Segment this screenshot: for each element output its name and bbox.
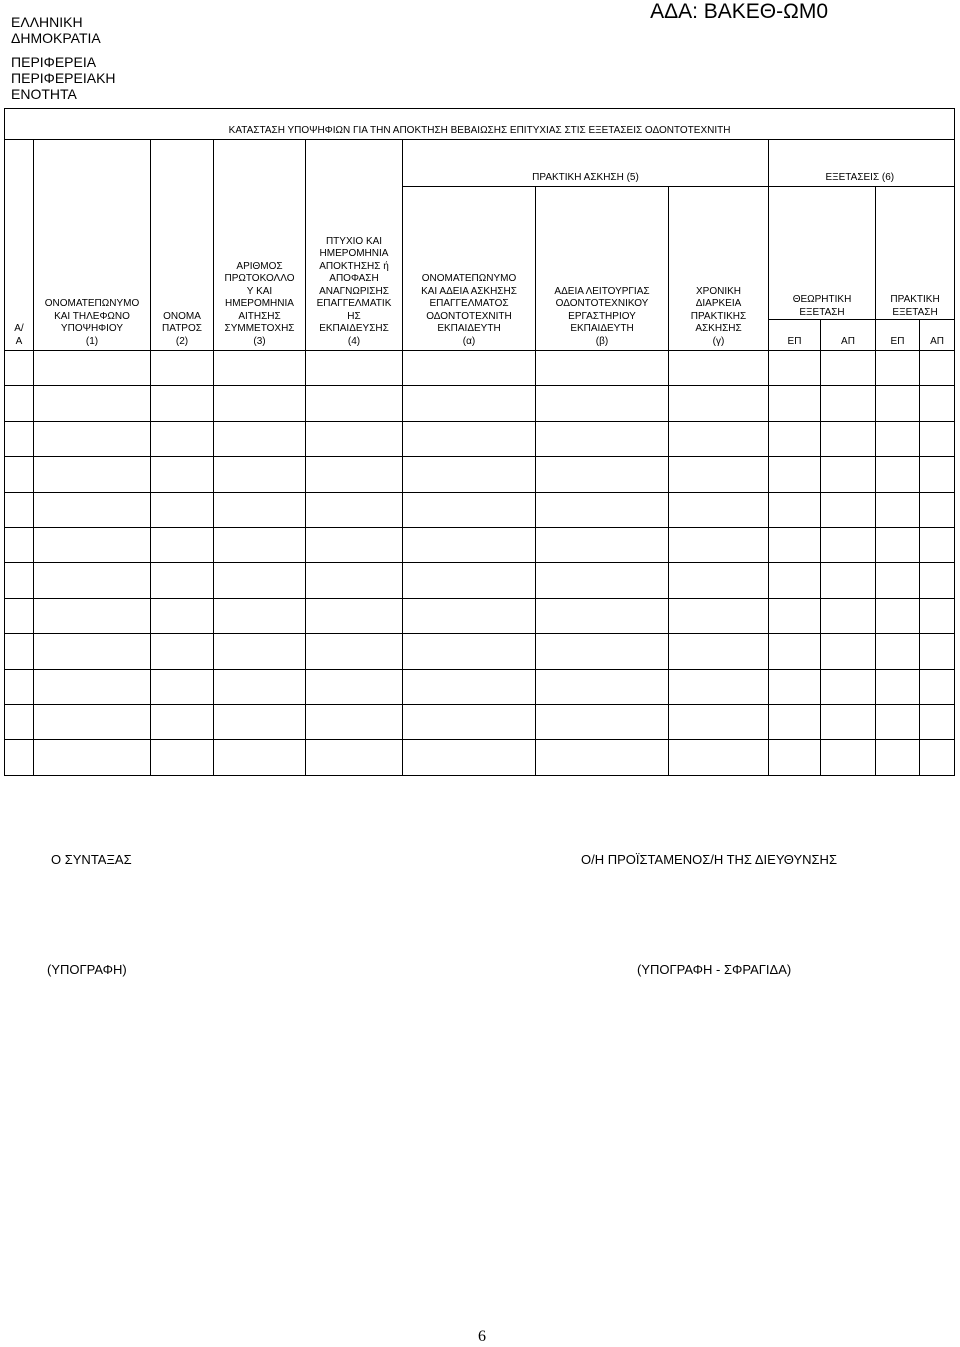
practical-ap: ΑΠ	[920, 320, 955, 351]
theory-ep: ΕΠ	[769, 320, 821, 351]
region-line-2: ΠΕΡΙΦΕΡΕΙΑΚΗ	[11, 70, 116, 86]
table-row[interactable]	[5, 351, 955, 386]
col-lab-license: ΑΔΕΙΑ ΛΕΙΤΟΥΡΓΙΑΣ ΟΔΟΝΤΟΤΕΧΝΙΚΟΥ ΕΡΓΑΣΤΗΡΙΟΥ ΕΚΠΑΙΔΕΥΤΗ (β)	[536, 187, 669, 351]
region-line-3: ΕΝΟΤΗΤΑ	[11, 86, 77, 102]
table-row[interactable]	[5, 598, 955, 633]
table-row[interactable]	[5, 563, 955, 598]
country-line-2: ΔΗΜΟΚΡΑΤΙΑ	[11, 30, 101, 46]
practical-exam-header: ΠΡΑΚΤΙΚΗ ΕΞΕΤΑΣΗ	[876, 187, 955, 320]
section-practical-training: ΠΡΑΚΤΙΚΗ ΑΣΚΗΣΗ (5)	[403, 140, 769, 187]
col-trainer-name: ΟΝΟΜΑΤΕΠΩΝΥΜΟ ΚΑΙ ΑΔΕΙΑ ΑΣΚΗΣΗΣ ΕΠΑΓΓΕΛΜΑΤΟΣ ΟΔΟΝΤΟΤΕΧΝΙΤΗ ΕΚΠΑΙΔΕΥΤΗ (α)	[403, 187, 536, 351]
composer-signature: (ΥΠΟΓΡΑΦΗ)	[47, 962, 127, 977]
ada-code: ΑΔΑ: ΒΑΚΕΘ-ΩΜ0	[650, 0, 828, 23]
director-label: Ο/Η ΠΡΟΪΣΤΑΜΕΝΟΣ/Η ΤΗΣ ΔΙΕΥΘΥΝΣΗΣ	[581, 852, 837, 867]
col-protocol-number: ΑΡΙΘΜΟΣ ΠΡΩΤΟΚΟΛΛΟ Υ ΚΑΙ ΗΜΕΡΟΜΗΝΙΑ ΑΙΤΗΣΗΣ ΣΥΜΜΕΤΟΧΗΣ (3)	[214, 140, 306, 351]
table-row[interactable]	[5, 492, 955, 527]
table-row[interactable]	[5, 457, 955, 492]
theory-ap: ΑΠ	[821, 320, 876, 351]
col-father-name: ΟΝΟΜΑ ΠΑΤΡΟΣ (2)	[151, 140, 214, 351]
practical-ep: ΕΠ	[876, 320, 920, 351]
table-row[interactable]	[5, 704, 955, 739]
table-row[interactable]	[5, 634, 955, 669]
col-aa: Α/ Α	[5, 140, 34, 351]
table-row[interactable]	[5, 669, 955, 704]
theory-exam-header: ΘΕΩΡΗΤΙΚΗ ΕΞΕΤΑΣΗ	[769, 187, 876, 320]
candidates-table	[4, 108, 955, 776]
director-signature-stamp: (ΥΠΟΓΡΑΦΗ - ΣΦΡΑΓΙΔΑ)	[637, 962, 792, 977]
table-title: ΚΑΤΑΣΤΑΣΗ ΥΠΟΨΗΦΙΩΝ ΓΙΑ ΤΗΝ ΑΠΟΚΤΗΣΗ ΒΕΒΑΙΩΣΗΣ ΕΠΙΤΥΧΙΑΣ ΣΤΙΣ ΕΞΕΤΑΣΕΙΣ ΟΔΟΝΤΟΤΕΧΝΙΤΗ	[5, 109, 955, 140]
table-row[interactable]	[5, 421, 955, 456]
col-degree: ΠΤΥΧΙΟ ΚΑΙ ΗΜΕΡΟΜΗΝΙΑ ΑΠΟΚΤΗΣΗΣ ή ΑΠΟΦΑΣΗ ΑΝΑΓΝΩΡΙΣΗΣ ΕΠΑΓΓΕΛΜΑΤΙΚ ΗΣ ΕΚΠΑΙΔΕΥΣΗΣ (4)	[306, 140, 403, 351]
region-line-1: ΠΕΡΙΦΕΡΕΙΑ	[11, 54, 97, 70]
table-row[interactable]	[5, 386, 955, 421]
country-line-1: ΕΛΛΗΝΙΚΗ	[11, 14, 83, 30]
col-training-duration: ΧΡΟΝΙΚΗ ΔΙΑΡΚΕΙΑ ΠΡΑΚΤΙΚΗΣ ΑΣΚΗΣΗΣ (γ)	[669, 187, 769, 351]
issuing-authority	[11, 14, 116, 110]
composer-label: Ο ΣΥΝΤΑΞΑΣ	[51, 852, 132, 867]
page-number: 6	[478, 1328, 486, 1345]
col-candidate-name: ΟΝΟΜΑΤΕΠΩΝΥΜΟ ΚΑΙ ΤΗΛΕΦΩΝΟ ΥΠΟΨΗΦΙΟΥ (1)	[34, 140, 151, 351]
section-exams: ΕΞΕΤΑΣΕΙΣ (6)	[769, 140, 955, 187]
table-row[interactable]	[5, 527, 955, 562]
table-row[interactable]	[5, 740, 955, 775]
